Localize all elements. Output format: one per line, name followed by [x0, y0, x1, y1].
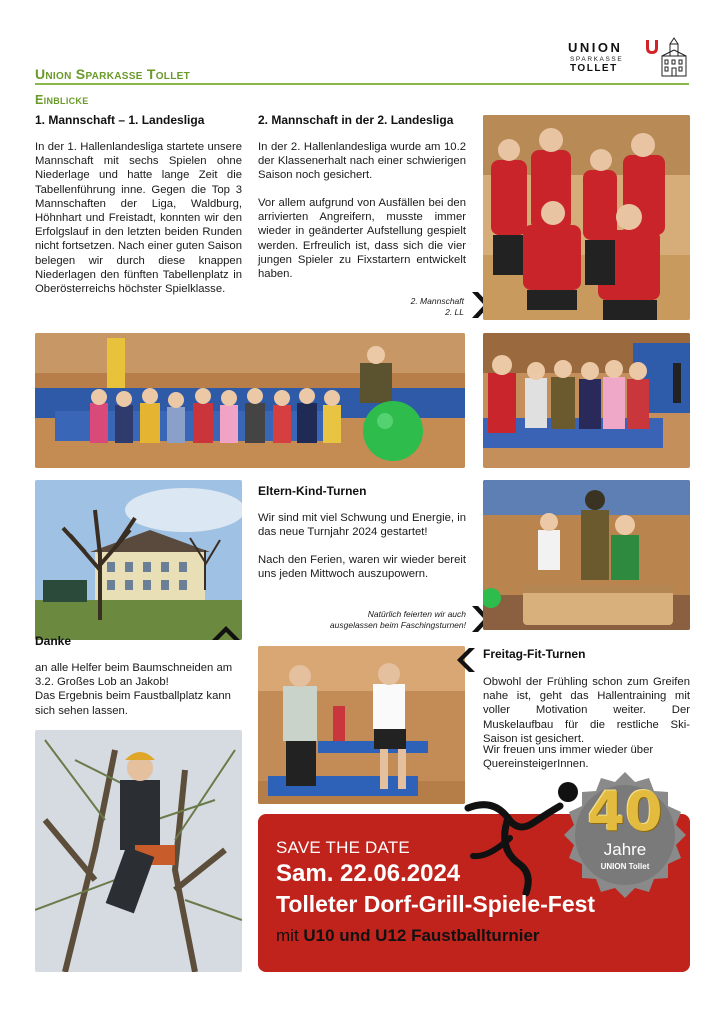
friday-arrow-icon: [457, 646, 477, 674]
tree-house-photo: [35, 480, 242, 640]
kids-box-photo: [483, 480, 690, 630]
event-date: Sam. 22.06.2024: [276, 860, 461, 887]
union-logo: [566, 36, 692, 78]
header-divider: [35, 83, 689, 85]
section-label: Einblicke: [35, 93, 89, 107]
friday-fit-heading: Freitag-Fit-Turnen: [483, 647, 586, 661]
parent-child-text-2: Nach den Ferien, waren wir wieder bereit uns jeden Mittwoch auszupowern.: [258, 554, 466, 581]
parent-child-caption: Natürlich feierten wir auch ausgelassen beim Faschingsturnen!: [329, 609, 466, 630]
parent-child-heading: Eltern-Kind-Turnen: [258, 484, 367, 498]
badge-club: UNION Tollet: [600, 862, 650, 871]
logo-sparkasse-text: SPARKASSE: [570, 56, 624, 63]
first-team-text: In der 1. Hallenlandesliga startete unsere Mannschaft mit sechs Spielen ohne Niederlage und hatte lange Zeit die Tabellenführung inne. Gegen die Top 3 Mannschaften der Liga, Waldburg, Höhnhart und Freistadt, konnten wir den Erfolgslauf in den letzten beiden Runden nicht fortsetzen. Nach einer guten Saison belegen wir durch diese knappen Niederlagen den fünften Tabellenplatz in Oberösterreichs höchster Spielklasse.: [35, 141, 242, 296]
thanks-text: an alle Helfer beim Baumschneiden am 3.2. Großes Lob an Jakob! Das Ergebnis beim Faustballplatz kann sich sehen lassen.: [35, 662, 233, 717]
badge-number: 40: [587, 780, 663, 843]
second-team-photo: [483, 115, 690, 320]
friday-fit-text-1: Obwohl der Frühling schon zum Greifen nahe ist, geht das Hallentraining mit voller Motivation weiter. Der Muskelaufbau für die restliche Ski-Saison ist gesichert.: [483, 676, 690, 745]
friday-fit-text-2: Wir freuen uns immer wieder über QuereinsteigerInnen.: [483, 744, 654, 771]
club-title: Union Sparkasse Tollet: [35, 66, 190, 82]
first-team-heading: 1. Mannschaft – 1. Landesliga: [35, 113, 205, 127]
event-title: Tolleter Dorf-Grill-Spiele-Fest: [276, 891, 596, 917]
event-subtitle-prefix: mit: [276, 926, 304, 945]
union-emblem-icon: [642, 36, 690, 78]
parent-child-text-1: Wir sind mit viel Schwung und Energie, in das neue Turnjahr 2024 gestartet!: [258, 512, 466, 539]
logo-union-text: UNION: [568, 40, 623, 55]
thanks-heading: Danke: [35, 634, 72, 648]
fasching-kids-photo: [483, 333, 690, 468]
thanks-arrow-icon: [210, 620, 242, 642]
second-team-heading: 2. Mannschaft in der 2. Landesliga: [258, 113, 454, 127]
second-team-caption: 2. Mannschaft 2. LL: [410, 296, 464, 317]
badge-word: Jahre: [603, 840, 647, 859]
fitness-photo: [258, 646, 465, 804]
logo-tollet-text: TOLLET: [570, 63, 618, 74]
second-team-text-1: In der 2. Hallenlandesliga wurde am 10.2 der Klassenerhalt nach einer schwierigen Saison noch gesichert.: [258, 141, 466, 182]
kids-gym-photo: [35, 333, 465, 468]
save-the-date: SAVE THE DATE: [276, 838, 410, 857]
event-subtitle: [276, 926, 540, 946]
second-team-text-2: Vor allem aufgrund von Ausfällen bei den arrivierten Angreifern, musste immer wieder in geänderter Aufstellung gespielt werden. Erfreulich ist, dass sich die vier jungen Spieler zu Fixstartern entwickelt haben.: [258, 197, 466, 281]
anniversary-badge: [560, 770, 690, 900]
tree-climber-photo: [35, 730, 242, 972]
event-subtitle-bold: U10 und U12 Faustballturnier: [303, 926, 540, 945]
